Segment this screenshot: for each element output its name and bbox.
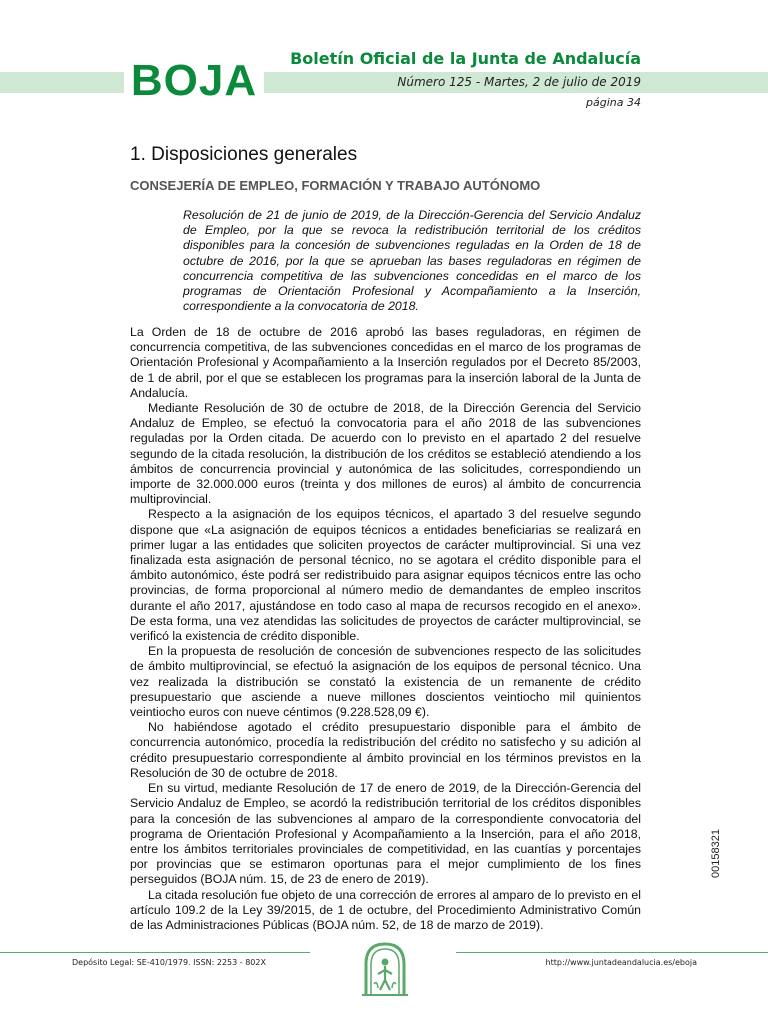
legal-deposit: Depósito Legal: SE-410/1979. ISSN: 2253 - 802X: [72, 958, 266, 967]
page-number: página 34: [586, 96, 641, 109]
section-title: 1. Disposiciones generales: [130, 144, 358, 165]
paragraph: La citada resolución fue objeto de una corrección de errores al amparo de lo previsto en el artículo 109.2 de la Ley 39/2015, de 1 de octubre, del Procedimiento Administrativo Común de las Administraciones Públicas (BOJA núm. 52, de 18 de marzo de 2019).: [130, 887, 641, 932]
gazette-title: Boletín Oficial de la Junta de Andalucía: [290, 49, 641, 68]
paragraph: En su virtud, mediante Resolución de 17 de enero de 2019, de la Dirección-Gerencia del Servicio Andaluz de Empleo, se acordó la redistribución territorial de los créditos disponibles para la concesión de las subvenciones al amparo de la correspondiente convocatoria del programa de Orientación Profesional y Acompañamiento a la Inserción, para el año 2018, entre los ámbitos territoriales provinciales de competitividad, en las cuantías y porcentajes por provincias que se estimaron oportunas para el mejor cumplimiento de los fines perseguidos (BOJA núm. 15, de 23 de enero de 2019).: [130, 781, 641, 887]
document-code: 00158321: [710, 829, 722, 878]
boja-logo: BOJA: [124, 58, 264, 104]
paragraph: Mediante Resolución de 30 de octubre de 2018, de la Dirección Gerencia del Servicio Andaluz de Empleo, se efectuó la convocatoria para el año 2018 de las subvenciones reguladas por la Orden citada. De acuerdo con lo previsto en el apartado 2 del resuelve segundo de la citada resolución, la distribución de los créditos se estableció atendiendo a los ámbitos de concurrencia provincial y autonómica de las solicitudes, correspondiendo un importe de 32.000.000 euros (treinta y dos millones de euros) al ámbito de concurrencia multiprovincial.: [130, 401, 641, 507]
junta-emblem-icon: [360, 940, 410, 998]
paragraph: No habiéndose agotado el crédito presupuestario disponible para el ámbito de concurrencia autonómico, procedía la redistribución del crédito no satisfecho y su adición al crédito presupuestario correspondiente al ámbito provincial en los términos previstos en la Resolución de 30 de octubre de 2018.: [130, 720, 641, 780]
body-text: [130, 325, 641, 933]
header-band: [0, 72, 768, 93]
paragraph: Respecto a la asignación de los equipos técnicos, el apartado 3 del resuelve segundo dispone que «La asignación de equipos técnicos a entidades beneficiarias se realizará en primer lugar a las entidades que soliciten proyectos de carácter multiprovincial. Si una vez finalizada esta asignación de personal técnico, no se agotara el crédito disponible para el ámbito autonómico, éste podrá ser redistribuido para asignar equipos técnicos entre las ocho provincias, de forma proporcional al número medio de demandantes de empleo inscritos durante el año 2017, ajustándose en todo caso al mapa de recursos recogido en el anexo». De esta forma, una vez atendidas las solicitudes de proyectos de carácter multiprovincial, se verificó la existencia de crédito disponible.: [130, 507, 641, 644]
paragraph: La Orden de 18 de octubre de 2016 aprobó las bases reguladoras, en régimen de concurrencia competitiva, de las subvenciones concedidas en el marco de los programas de Orientación Profesional y Acompañamiento a la Inserción regulados por el Decreto 85/2003, de 1 de abril, por el que se establecen los programas para la inserción laboral de la Junta de Andalucía.: [130, 325, 641, 400]
ministry-heading: CONSEJERÍA DE EMPLEO, FORMACIÓN Y TRABAJO AUTÓNOMO: [130, 178, 541, 193]
footer-url[interactable]: http://www.juntadeandalucia.es/eboja: [545, 958, 697, 967]
resolution-summary: Resolución de 21 de junio de 2019, de la Dirección-Gerencia del Servicio Andaluz de Empleo, por la que se revoca la redistribución territorial de los créditos disponibles para la concesión de subvenciones reguladas en la Orden de 18 de octubre de 2016, por la que se aprueban las bases reguladoras en régimen de concurrencia competitiva de las subvenciones concedidas en el marco de los programas de Orientación Profesional y Acompañamiento a la Inserción, correspondiente a la convocatoria de 2018.: [183, 208, 641, 314]
paragraph: En la propuesta de resolución de concesión de subvenciones respecto de las solicitudes de ámbito multiprovincial, se efectuó la asignación de los equipos de personal técnico. Una vez realizada la distribución se constató la existencia de un remanente de crédito presupuestario que asciende a nueve millones doscientos veintiocho mil quinientos veintiocho euros con nueve céntimos (9.228.528,09 €).: [130, 644, 641, 720]
footer-rule-right: [456, 952, 768, 953]
issue-line: Número 125 - Martes, 2 de julio de 2019: [397, 75, 641, 89]
footer-rule-left: [0, 952, 310, 953]
